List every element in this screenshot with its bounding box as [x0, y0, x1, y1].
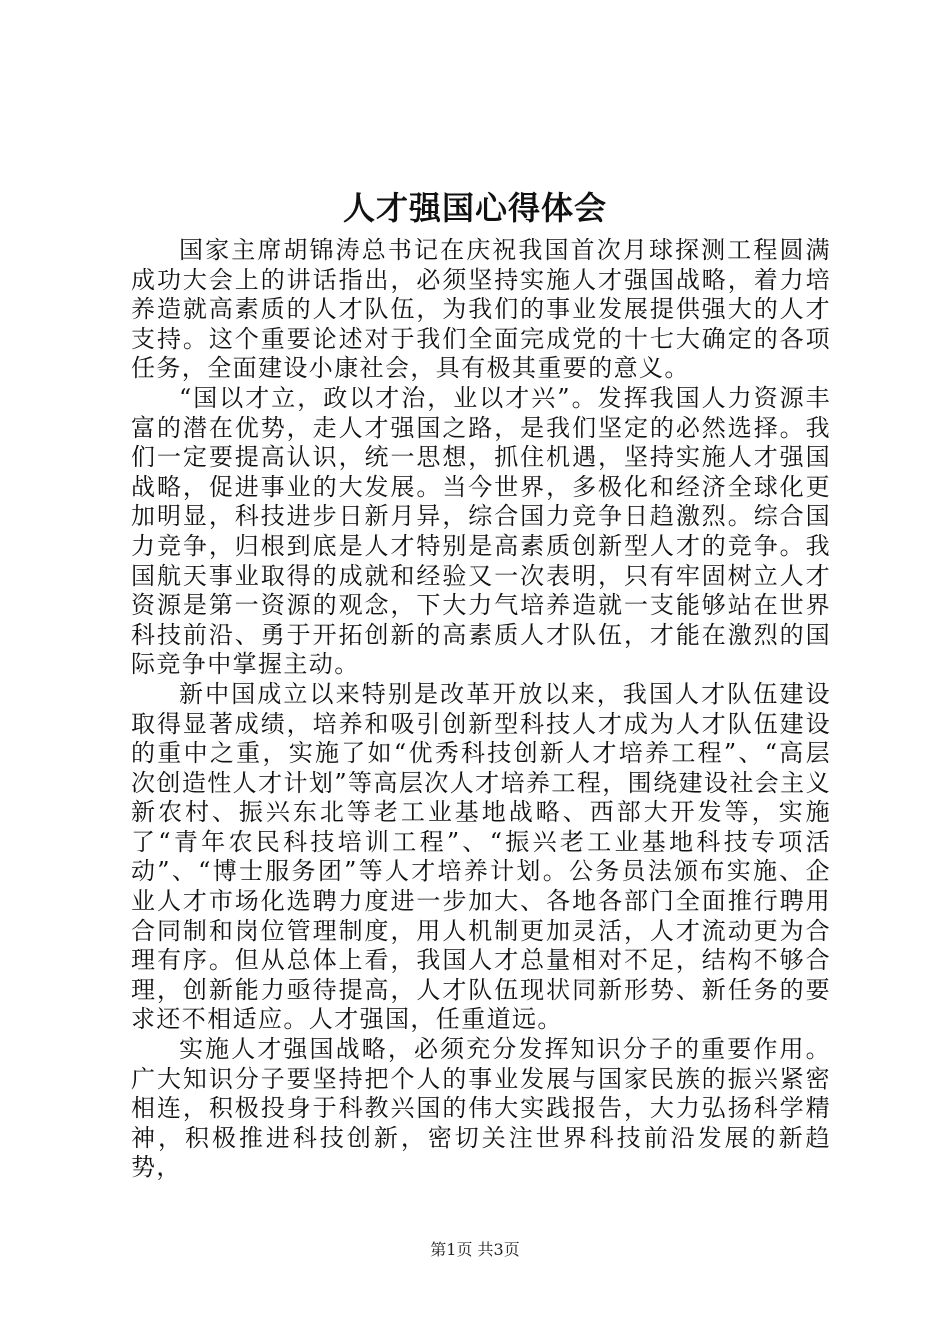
document-body [131, 236, 831, 1183]
paragraph: “国以才立，政以才治，业以才兴”。发挥我国人力资源丰富的潜在优势，走人才强国之路，是我们坚定的必然选择。我们一定要提高认识，统一思想，抓住机遇，坚持实施人才强国战略，促进事业的大发展。当今世界，多极化和经济全球化更加明显，科技进步日新月异，综合国力竞争日趋激烈。综合国力竞争，归根到底是人才特别是高素质创新型人才的竞争。我国航天事业取得的成就和经验又一次表明，只有牢固树立人才资源是第一资源的观念，下大力气培养造就一支能够站在世界科技前沿、勇于开拓创新的高素质人才队伍，才能在激烈的国际竞争中掌握主动。 [131, 383, 831, 679]
paragraph: 国家主席胡锦涛总书记在庆祝我国首次月球探测工程圆满成功大会上的讲话指出，必须坚持实施人才强国战略，着力培养造就高素质的人才队伍，为我们的事业发展提供强大的人才支持。这个重要论述对于我们全面完成党的十七大确定的各项任务，全面建设小康社会，具有极其重要的意义。 [131, 236, 831, 383]
paragraph: 新中国成立以来特别是改革开放以来，我国人才队伍建设取得显著成绩，培养和吸引创新型科技人才成为人才队伍建设的重中之重，实施了如“优秀科技创新人才培养工程”、“高层次创造性人才计划”等高层次人才培养工程，围绕建设社会主义新农村、振兴东北等老工业基地战略、西部大开发等，实施了“青年农民科技培训工程”、“振兴老工业基地科技专项活动”、“博士服务团”等人才培养计划。公务员法颁布实施、企业人才市场化选聘力度进一步加大、各地各部门全面推行聘用合同制和岗位管理制度，用人机制更加灵活，人才流动更为合理有序。但从总体上看，我国人才总量相对不足，结构不够合理，创新能力亟待提高，人才队伍现状同新形势、新任务的要求还不相适应。人才强国，任重道远。 [131, 679, 831, 1034]
paragraph: 实施人才强国战略，必须充分发挥知识分子的重要作用。广大知识分子要坚持把个人的事业发展与国家民族的振兴紧密相连，积极投身于科教兴国的伟大实践报告，大力弘扬科学精神，积极推进科技创新，密切关注世界科技前沿发展的新趋势， [131, 1035, 831, 1182]
page-footer: 第1页 共3页 [430, 1240, 520, 1259]
document-title: 人才强国心得体会 [342, 189, 607, 227]
